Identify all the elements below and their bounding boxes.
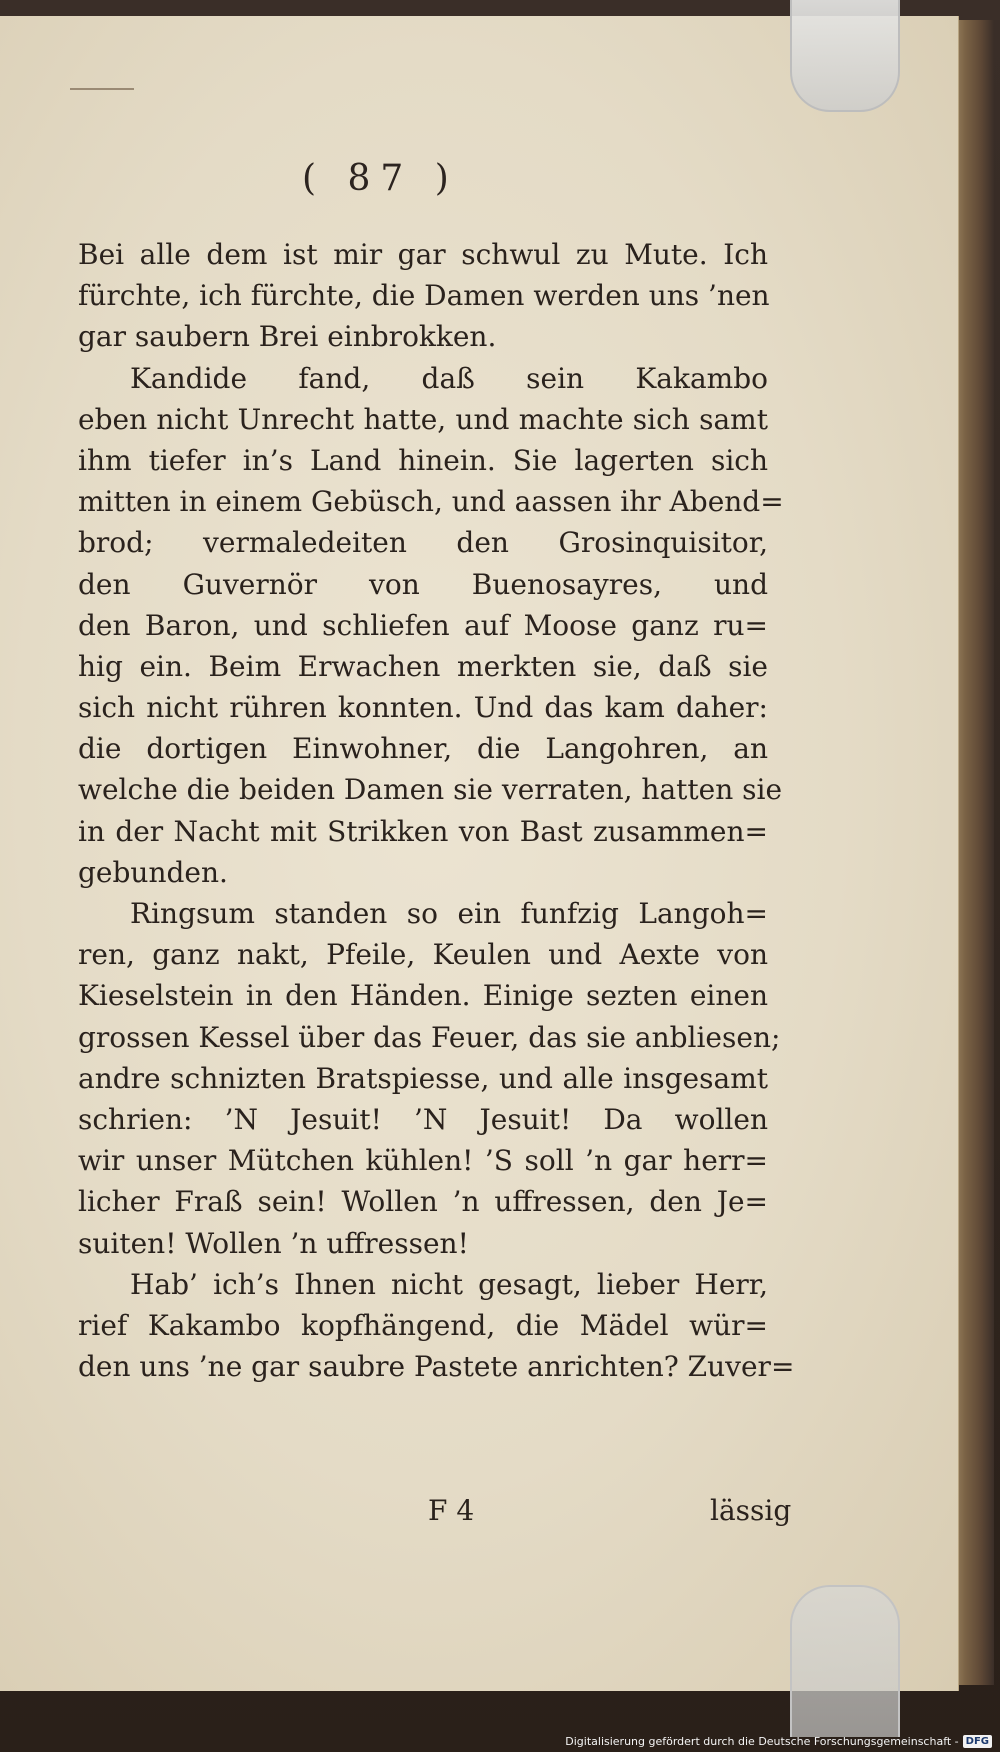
text-line: Hab’ ich’s Ihnen nicht gesagt, lieber Herr, [130, 1267, 768, 1301]
text-line: wir unser Mütchen kühlen! ’S soll ’n gar herr= [78, 1144, 768, 1178]
page-number: ( 87 ) [302, 158, 459, 199]
text-line: ihm tiefer in’s Land hinein. Sie lagerten sich [78, 443, 768, 477]
text-line: den Baron, und schliefen auf Moose ganz ru= [78, 608, 768, 642]
text-line: sich nicht rühren konnten. Und das kam daher: [78, 691, 768, 725]
text-line: den uns ’ne gar saubre Pastete anrichten? Zuver= [78, 1350, 795, 1384]
text-line: ren, ganz nakt, Pfeile, Keulen und Aexte von [78, 938, 768, 972]
text-line: gebunden. [78, 855, 228, 889]
text-line: gar saubern Brei einbrokken. [78, 320, 497, 354]
text-line: Kieselstein in den Händen. Einige sezten einen [78, 979, 768, 1013]
text-line: eben nicht Unrecht hatte, und machte sich samt [78, 402, 768, 436]
text-line: licher Fraß sein! Wollen ’n uffressen, den Je= [78, 1185, 768, 1219]
dfg-logo: DFG [963, 1735, 992, 1748]
page-clip-top [790, 0, 900, 112]
text-line: schrien: ’N Jesuit! ’N Jesuit! Da wollen [78, 1102, 768, 1136]
catchword: lässig [710, 1494, 792, 1527]
text-line: andre schnizten Bratspiesse, und alle insgesamt [78, 1061, 768, 1095]
text-line: Bei alle dem ist mir gar schwul zu Mute. Ich [78, 238, 768, 271]
text-line: brod; vermaledeiten den Grosinquisitor, [78, 526, 768, 560]
page-clip-bottom [790, 1585, 900, 1737]
text-line: welche die beiden Damen sie verraten, hatten sie [78, 773, 783, 807]
pencil-mark [70, 88, 134, 90]
text-line: Ringsum standen so ein funfzig Langoh= [130, 897, 768, 930]
text-line: die dortigen Einwohner, die Langohren, an [78, 732, 768, 766]
text-line: suiten! Wollen ’n uffressen! [78, 1226, 469, 1260]
text-line: fürchte, ich fürchte, die Damen werden uns ’nen [78, 279, 770, 313]
digitization-credit [565, 1735, 992, 1748]
text-line: rief Kakambo kopfhängend, die Mädel wür= [78, 1308, 768, 1342]
signature-mark: F 4 [428, 1494, 475, 1527]
text-line: grossen Kessel über das Feuer, das sie anbliesen; [78, 1020, 781, 1054]
text-line: hig ein. Beim Erwachen merkten sie, daß sie [78, 649, 768, 683]
credit-text: Digitalisierung gefördert durch die Deutsche Forschungsgemeinschaft - [565, 1735, 959, 1748]
text-line: in der Nacht mit Strikken von Bast zusammen= [78, 814, 768, 848]
book-page [0, 16, 959, 1691]
text-line: den Guvernör von Buenosayres, und [78, 567, 768, 601]
text-line: Kandide fand, daß sein Kakambo [130, 361, 768, 395]
body-text [78, 234, 795, 1387]
text-line: mitten in einem Gebüsch, und aassen ihr Abend= [78, 485, 784, 519]
